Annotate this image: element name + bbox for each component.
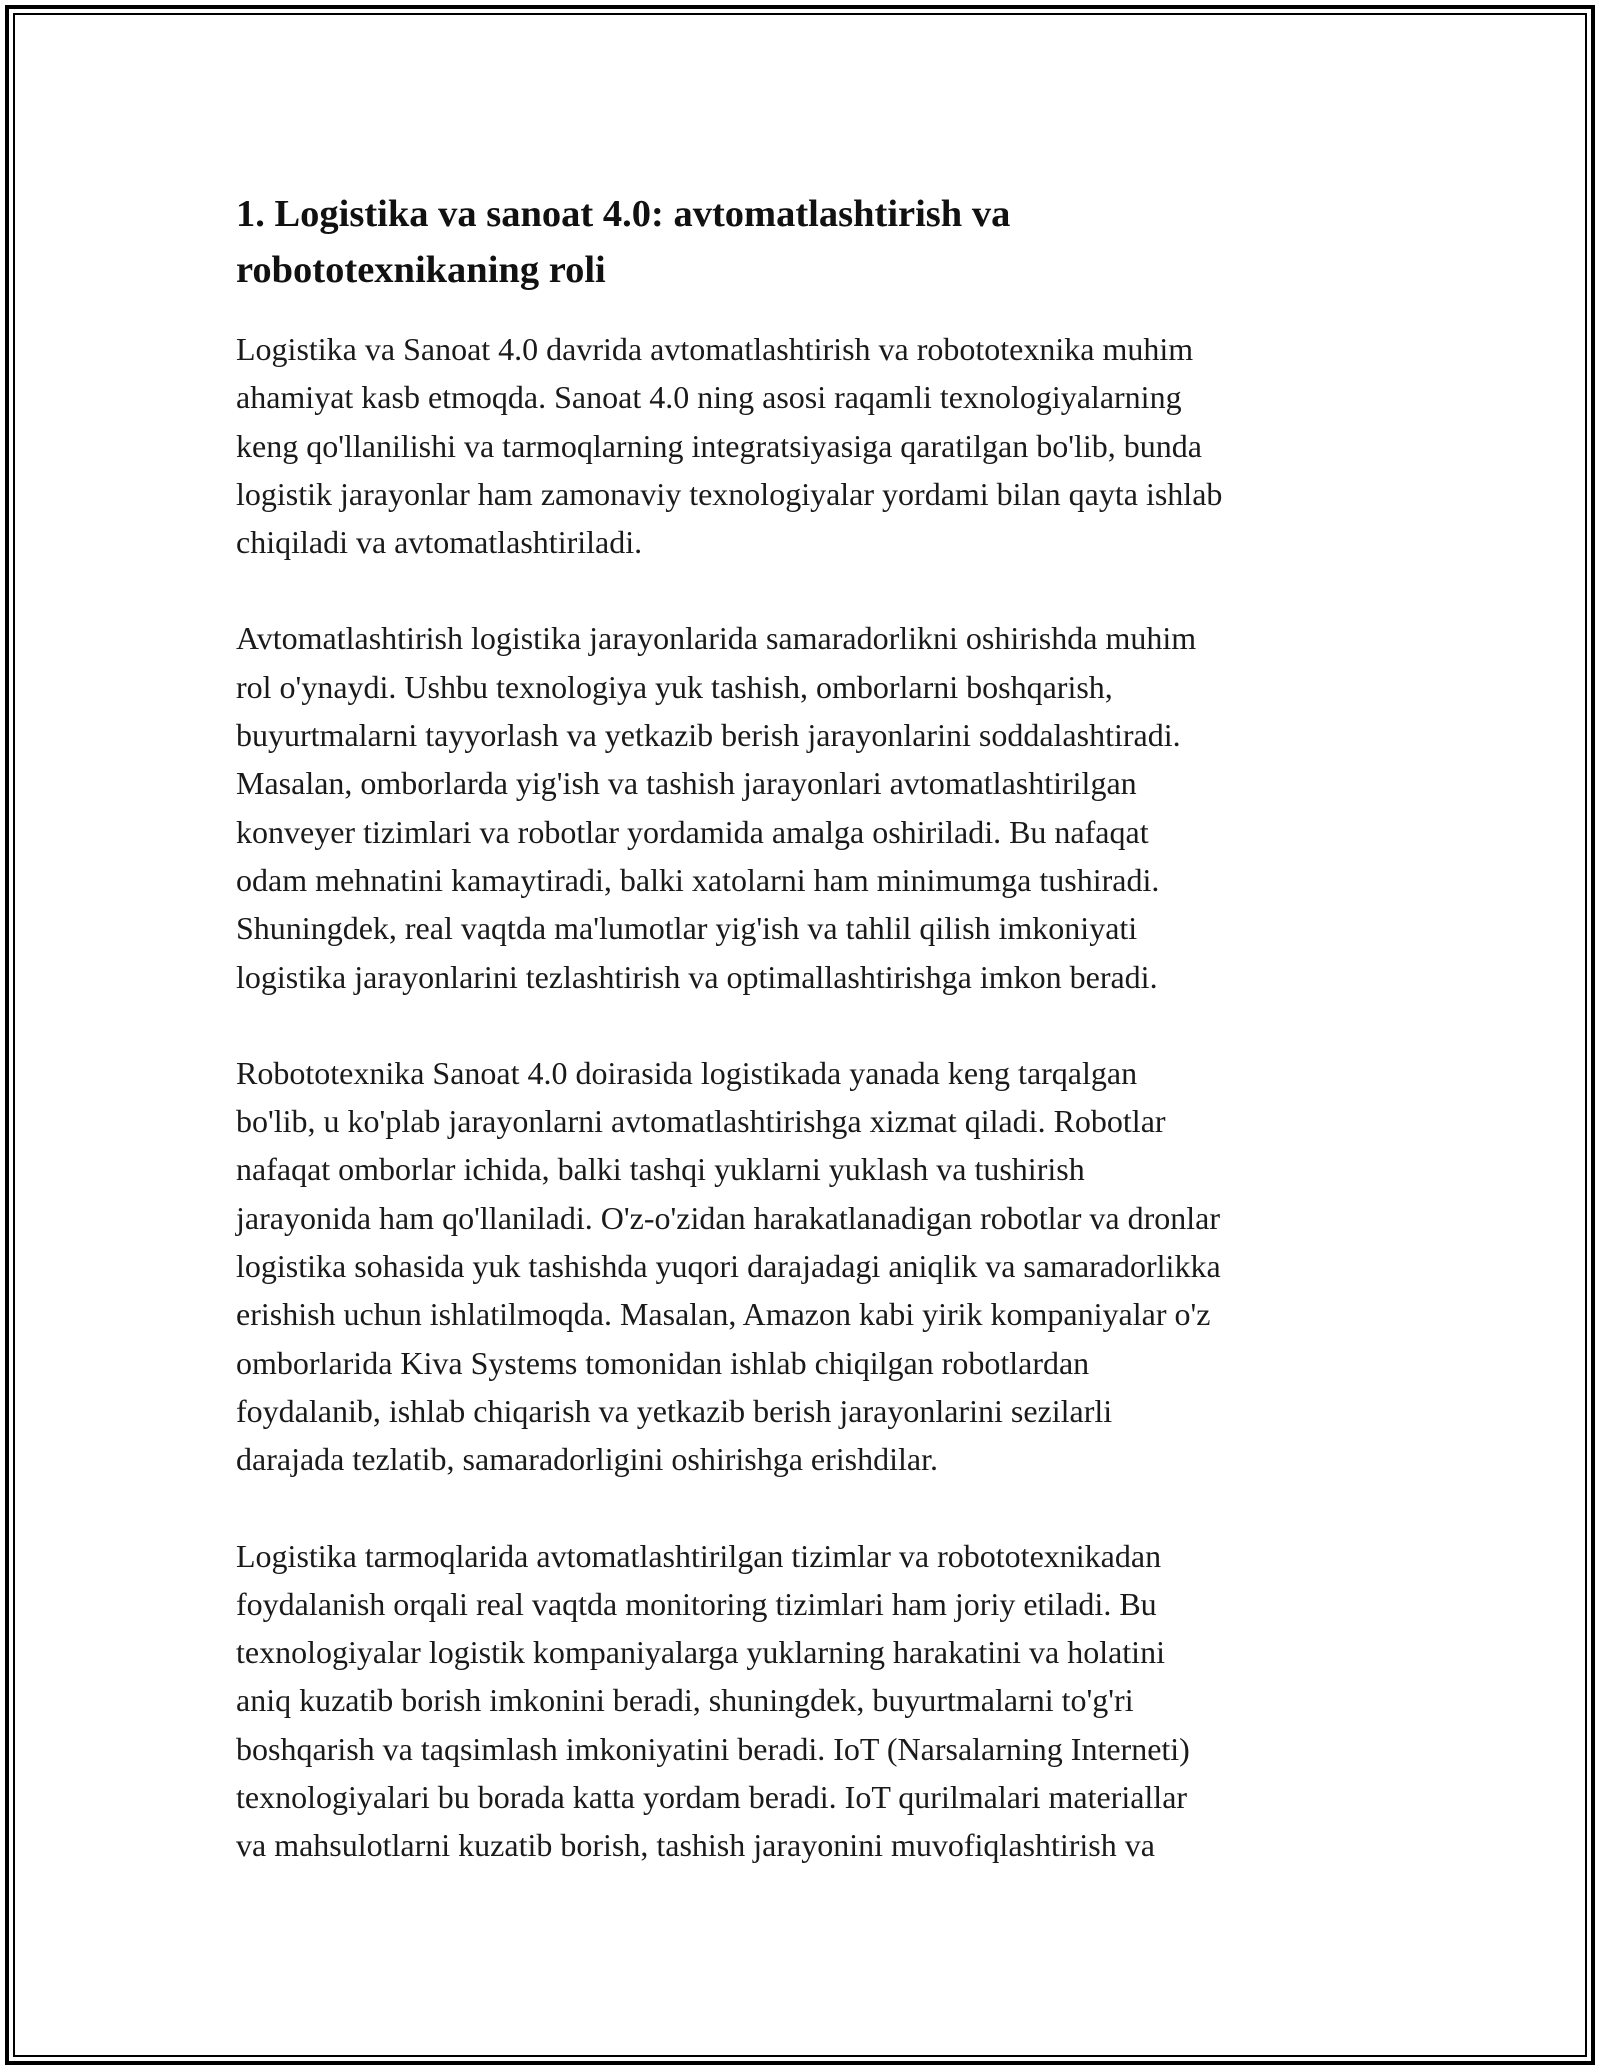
paragraph-line: Logistika va Sanoat 4.0 davrida avtomatlashtirish va robototexnika muhim bbox=[236, 331, 1194, 367]
paragraph-line: Masalan, omborlarda yig'ish va tashish jarayonlari avtomatlashtirilgan bbox=[236, 765, 1137, 802]
paragraph-line: boshqarish va taqsimlash imkoniyatini beradi. IoT (Narsalarning Interneti) bbox=[236, 1730, 1190, 1767]
paragraph-line: keng qo'llanilishi va tarmoqlarning integratsiyasiga qaratilgan bo'lib, bunda bbox=[236, 427, 1202, 464]
paragraph-line: foydalanib, ishlab chiqarish va yetkazib berish jarayonlarini sezilarli bbox=[236, 1392, 1113, 1429]
paragraph-line: erishish uchun ishlatilmoqda. Masalan, Amazon kabi yirik kompaniyalar o'z bbox=[236, 1296, 1211, 1333]
paragraph-line: texnologiyalari bu borada katta yordam beradi. IoT qurilmalari materiallar bbox=[236, 1779, 1188, 1816]
paragraph-line: logistik jarayonlar ham zamonaviy texnologiyalar yordami bilan qayta ishlab bbox=[236, 475, 1223, 512]
paragraph-line: buyurtmalarni tayyorlash va yetkazib berish jarayonlarini soddalashtiradi. bbox=[236, 717, 1181, 754]
paragraph-line: odam mehnatini kamaytiradi, balki xatolarni ham minimumga tushiradi. bbox=[236, 861, 1160, 898]
paragraph-line: chiqiladi va avtomatlashtiriladi. bbox=[236, 524, 643, 561]
paragraph-line: Robototexnika Sanoat 4.0 doirasida logistikada yanada keng tarqalgan bbox=[236, 1054, 1138, 1091]
section-heading bbox=[236, 186, 1376, 298]
paragraph-3 bbox=[236, 1049, 1376, 1484]
paragraph-4 bbox=[236, 1532, 1376, 1870]
paragraph-line: logistika jarayonlarini tezlashtirish va optimallashtirishga imkon beradi. bbox=[236, 958, 1158, 995]
paragraph-1 bbox=[236, 325, 1376, 566]
paragraph-line: bo'lib, u ko'plab jarayonlarni avtomatlashtirishga xizmat qiladi. Robotlar bbox=[236, 1103, 1166, 1140]
paragraph-line: nafaqat omborlar ichida, balki tashqi yuklarni yuklash va tushirish bbox=[236, 1151, 1085, 1188]
paragraph-2 bbox=[236, 614, 1376, 1000]
paragraph-line: va mahsulotlarni kuzatib borish, tashish jarayonini muvofiqlashtirish va bbox=[236, 1827, 1155, 1864]
paragraph-line: logistika sohasida yuk tashishda yuqori darajadagi aniqlik va samaradorlikka bbox=[236, 1248, 1221, 1285]
paragraph-line: ahamiyat kasb etmoqda. Sanoat 4.0 ning asosi raqamli texnologiyalarning bbox=[236, 379, 1182, 416]
heading-line: robototexnikaning roli bbox=[236, 249, 606, 291]
paragraph-line: omborlarida Kiva Systems tomonidan ishlab chiqilgan robotlardan bbox=[236, 1344, 1090, 1381]
heading-line: 1. Logistika va sanoat 4.0: avtomatlashtirish va bbox=[236, 193, 1011, 235]
paragraph-line: Logistika tarmoqlarida avtomatlashtirilgan tizimlar va robototexnikadan bbox=[236, 1537, 1162, 1574]
paragraph-line: foydalanish orqali real vaqtda monitoring tizimlari ham joriy etiladi. Bu bbox=[236, 1585, 1157, 1622]
paragraph-line: Avtomatlashtirish logistika jarayonlarida samaradorlikni oshirishda muhim bbox=[236, 620, 1197, 657]
paragraph-line: texnologiyalar logistik kompaniyalarga yuklarning harakatini va holatini bbox=[236, 1634, 1165, 1671]
paragraph-line: jarayonida ham qo'llaniladi. O'z-o'zidan harakatlanadigan robotlar va dronlar bbox=[236, 1199, 1221, 1236]
paragraph-line: aniq kuzatib borish imkonini beradi, shuningdek, buyurtmalarni to'g'ri bbox=[236, 1682, 1134, 1719]
document-body bbox=[236, 186, 1376, 1918]
paragraph-line: konveyer tizimlari va robotlar yordamida amalga oshiriladi. Bu nafaqat bbox=[236, 813, 1149, 850]
paragraph-line: rol o'ynaydi. Ushbu texnologiya yuk tashish, omborlarni boshqarish, bbox=[236, 668, 1113, 705]
paragraph-line: darajada tezlatib, samaradorligini oshirishga erishdilar. bbox=[236, 1441, 938, 1478]
paragraph-line: Shuningdek, real vaqtda ma'lumotlar yig'ish va tahlil qilish imkoniyati bbox=[236, 910, 1138, 947]
